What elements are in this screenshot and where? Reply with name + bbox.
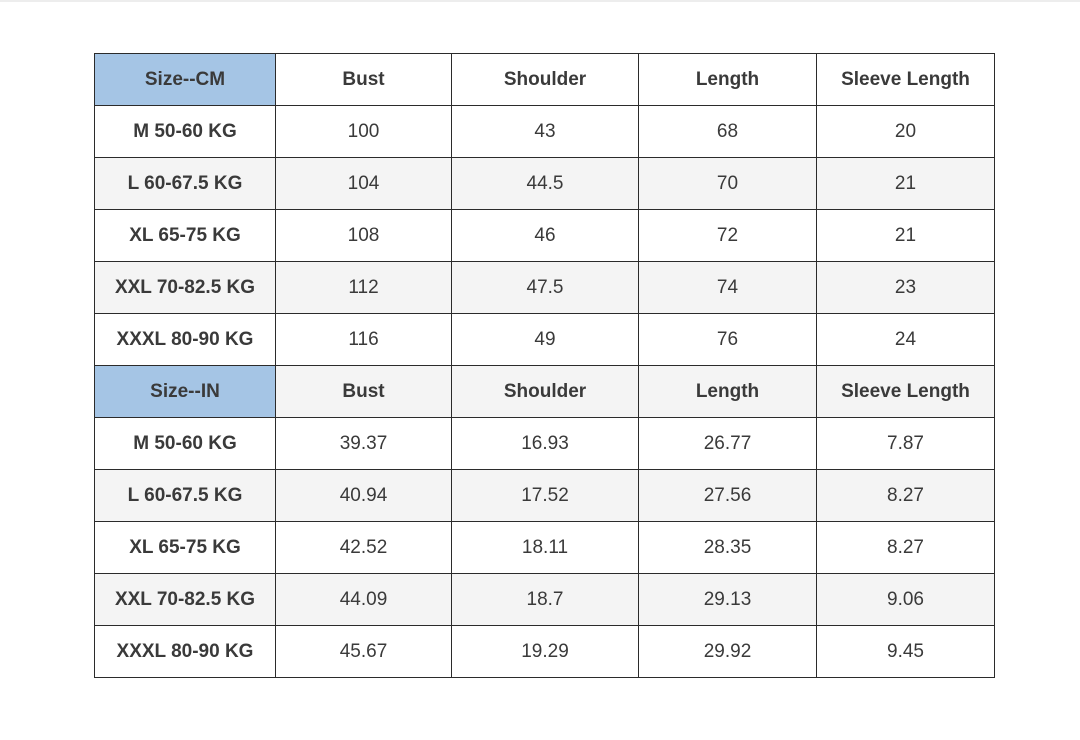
value-cell: 112 [276,262,452,314]
value-cell: 39.37 [276,418,452,470]
header-bust: Bust [276,366,452,418]
value-cell: 76 [639,314,817,366]
header-bust: Bust [276,54,452,106]
value-cell: 23 [817,262,995,314]
value-cell: 19.29 [452,626,639,678]
header-shoulder: Shoulder [452,54,639,106]
value-cell: 26.77 [639,418,817,470]
table-row [95,262,995,314]
unit-label-in: Size--IN [95,366,276,418]
value-cell: 8.27 [817,470,995,522]
value-cell: 45.67 [276,626,452,678]
table-row [95,418,995,470]
size-label: XXL 70-82.5 KG [95,262,276,314]
value-cell: 8.27 [817,522,995,574]
value-cell: 21 [817,158,995,210]
table-row [95,210,995,262]
header-length: Length [639,366,817,418]
value-cell: 9.06 [817,574,995,626]
value-cell: 104 [276,158,452,210]
value-cell: 100 [276,106,452,158]
table-row [95,574,995,626]
value-cell: 24 [817,314,995,366]
value-cell: 44.09 [276,574,452,626]
value-cell: 68 [639,106,817,158]
cm-header-row [95,54,995,106]
value-cell: 40.94 [276,470,452,522]
header-sleeve-length: Sleeve Length [817,366,995,418]
size-label: M 50-60 KG [95,106,276,158]
value-cell: 108 [276,210,452,262]
header-sleeve-length: Sleeve Length [817,54,995,106]
value-cell: 49 [452,314,639,366]
value-cell: 18.7 [452,574,639,626]
value-cell: 7.87 [817,418,995,470]
value-cell: 21 [817,210,995,262]
size-chart-table [94,53,995,678]
size-label: XL 65-75 KG [95,210,276,262]
size-label: XXXL 80-90 KG [95,626,276,678]
header-length: Length [639,54,817,106]
size-label: M 50-60 KG [95,418,276,470]
value-cell: 9.45 [817,626,995,678]
value-cell: 27.56 [639,470,817,522]
value-cell: 44.5 [452,158,639,210]
value-cell: 116 [276,314,452,366]
value-cell: 42.52 [276,522,452,574]
table-row [95,470,995,522]
value-cell: 20 [817,106,995,158]
value-cell: 28.35 [639,522,817,574]
value-cell: 46 [452,210,639,262]
value-cell: 18.11 [452,522,639,574]
value-cell: 72 [639,210,817,262]
value-cell: 17.52 [452,470,639,522]
table-row [95,158,995,210]
size-label: XXXL 80-90 KG [95,314,276,366]
value-cell: 29.92 [639,626,817,678]
size-label: L 60-67.5 KG [95,470,276,522]
size-label: L 60-67.5 KG [95,158,276,210]
table-row [95,106,995,158]
top-divider [0,0,1080,2]
value-cell: 43 [452,106,639,158]
value-cell: 47.5 [452,262,639,314]
table-row [95,626,995,678]
table-row [95,314,995,366]
value-cell: 74 [639,262,817,314]
value-cell: 16.93 [452,418,639,470]
size-label: XXL 70-82.5 KG [95,574,276,626]
header-shoulder: Shoulder [452,366,639,418]
table-row [95,522,995,574]
value-cell: 29.13 [639,574,817,626]
size-label: XL 65-75 KG [95,522,276,574]
in-header-row [95,366,995,418]
unit-label-cm: Size--CM [95,54,276,106]
value-cell: 70 [639,158,817,210]
